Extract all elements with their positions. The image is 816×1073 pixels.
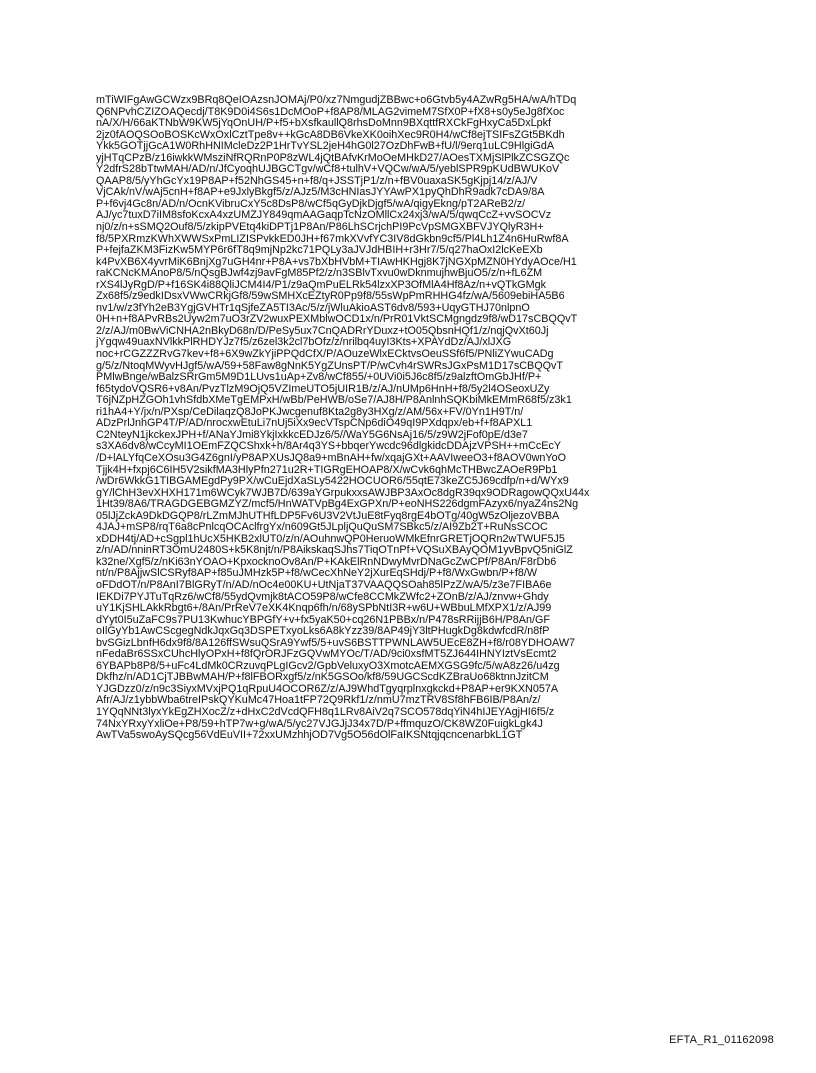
text-line: /wDr6WkkG1TIBGAMEgdPy9PX/wCuEjdXaSLy5422HOCUOR6/55qtE73keZC5J69cdfp/n+d/WYx9 xyxy=(96,475,569,488)
text-line: 1Ht39/8A6/TRAGDGEBGMZYZ/mcf5/HnWATVpBg4ExGPXn/P+eoNHS226dgmFAzyx6/nyaZ4ns2Ng xyxy=(96,498,579,511)
text-line: 05lJjZckA9DkDGQP8/rLZmMJhUTHfLDP5Fv6U3V2VtJuE8tFyq8rgE4bOTg/40gW5zOljezoVBBA xyxy=(96,509,560,522)
text-line: nFedaBr6SSxCUhcHlyOPxH+f8fQrORJFzGQVwMYOc/T/AD/9ci0xsfMT5ZJ644IHNYIztVsEcmt2 xyxy=(96,648,557,661)
text-line: rXS4lJyRgD/P+f16SK4i88QliJCM4I4/P1/z9aQmPuELRk54lzxXP3OfMlA4Hf8Az/n+vQTkGMgk xyxy=(96,278,547,291)
document-id: EFTA_R1_01162098 xyxy=(669,1034,774,1046)
text-line: Zx68f5/z9edkIDsxVWwCRkjGf8/59wSMHXcEZtyR0Pp9f8/55sWpPmRHHG4fz/wA/5609ebiHA5B6 xyxy=(96,290,565,303)
text-line: nA/X/H/66aKTNbW9KW5jYqOnUH/P+f5+bXsfkaullQ8rhsDoMnn9BXqttfRXCkFgHxyCa5DxLpkf xyxy=(96,117,552,130)
text-line: VjCAk/nV/wAj5cnH+f8AP+e9JxlyBkgf5/z/AJz5/M3cHNIasJYYAwPX1pyQhDhR9adk7cDA9/8A xyxy=(96,186,545,199)
text-line: bvSGizLbnfH6dx9f8/8A126ffSWsuQSrA9Ywf5/5+uvS6BSTTPWNLAW5UEcE8ZH+f8/r08YDHOAW7 xyxy=(96,636,576,649)
text-line: Dkfhz/n/AD1CjTJBBwMAH/P+f8lFBORxgf5/z/nK5GSOo/kf8/59UGCScdKZBraUo68ktnnJzitCM xyxy=(96,671,549,684)
text-line: AJ/yc7tuxD7iIM8sfoKcxA4xzUMZJY849qmAAGaqpTcNzOMllCx24xj3/wA/5/qwqCcZ+vvSOCVz xyxy=(96,209,552,222)
text-line: T6jNZpHZGOh1vhSfdbXMeTgEMPxH/wBb/PeHWB/oSe7/AJ8H/P8AnlnhSQKbiMkEMmR68f5/z3k1 xyxy=(96,394,572,407)
text-line: yjHTqCPzB/z16iwkkWMsziNfRQRnP0P8zWL4jQtBAfvKrMoOeMHkD27/AOesTXMjSlPlkZCSGZQc xyxy=(96,151,570,164)
text-line: PMlwBnge/wBalzSRrGm5M9D1LUvs1uAp+Zv8/wCf855/+0UVi0i5J6c8f5/z9alzftOmGbJHf/P+ xyxy=(96,371,542,384)
text-line: YJGDzz0/z/n9c3SiyxMVxjPQ1qRpuU4OCOR6Z/z/AJ9WhdTgyqrplnxgkckd+P8AP+er9KXN057A xyxy=(96,682,559,695)
text-line: mTiWIFgAwGCWzx9BRq8QeIOAzsnJOMAj/P0/xz7NmgudjZBBwc+o6Gtvb5y4AZwRg5HA/wA/hTDq xyxy=(96,94,577,106)
text-line: k4PvXB6X4yvrMiK6BnjXg7uGH4nr+P8A+vs7bXbHVbM+TIAwHKHgj8K7jNGXpMZN0HYdyAOce/H1 xyxy=(96,255,577,268)
text-line: z/n/AD/nninRT3OmU2480S+k5K8njt/n/P8AikskaqSJhs7TiqOTnPf+VQSuXBAyQOM1yvBpvQ5niGlZ xyxy=(96,544,573,557)
text-line: 2jz0fAOQSOoBOSKcWxOxlCztTpe8v++kGcA8DB6VkeXK0oihXec9R0H4/wCf8ejTSIFsZGt5BKdh xyxy=(96,128,565,141)
text-line: AwTVa5swoAySQcg56VdEuVII+72xxUMzhhjOD7Vg5O56dOlFaIKSNtqjqcncenarbkL1GT xyxy=(96,729,523,742)
text-line: nj0/z/n+sSMQ2Ouf8/5/zkipPVEtq4kiDPTj1P8An/P86LhSCrjchPI9PcVpSMGXBFVJYQlyR3H+ xyxy=(96,221,544,234)
text-line: 74NxYRxyYxliOe+P8/59+hTP7w+g/wA/5/yc27VJGJjJ34x7D/P+ffmquzO/CK8WZ0FuigkLgk4J xyxy=(96,717,543,730)
text-line: oIlGyYb1AwCScgegNdkJqxGq3DSPETxyoLks6A8kYzz39/8AP49jY3ltPHugkDg8kdwfcdR/n8fP xyxy=(96,625,550,638)
text-line: f8/5PXRmzKWhXWWSxPmLIZISPvkkED0JH+f67mkXVvfYC3IV8dGkbn9cf5/Pl4Lh1Z4n6HuRwf8A xyxy=(96,232,569,245)
text-line: Y2dfrS28bTtwMAH/AD/n/JfCyoqhUJBGCTgv/wCf8+tulhV+VQCw/wA/5/yeblSPR9pKUdBWUKoV xyxy=(96,163,560,176)
text-line: Q6NPvhCZIZOAQecdj/T8K9D0i4S6s1DcMOoP+f8AP8/MLAG2vimeM7SfX0P+fX8+s0y5eJg8fXoc xyxy=(96,105,565,118)
text-line: uY1KjSHLAkkRbgt6+/8An/PrReV7eXK4Knqp6fh/n/68ySPbNtI3R+w6U+WBbuLMfXPX1/z/AJ99 xyxy=(96,602,552,615)
text-line: dYyt0I5uZaFC9s7PU13KwhucYBPGfY+v+fx5yaK50+cq26N1PBBx/n/P478sRRijjB6H/P8An/GF xyxy=(96,613,551,626)
text-line: oFDdOT/n/P8AnI7BlGRyT/n/AD/nOc4e00KU+UtNjaT37VAAQQSOah85lPzZ/wA/5/z3e7FIBA6e xyxy=(96,578,552,591)
text-line: f65tydoVQSR6+v8An/PvzTlzM9OjQ5VZImeUTO5jUIR1B/z/AJ/nUMp6HnH+f8/5y2l4OSeoxUZy xyxy=(96,382,550,395)
text-line: k32ne/Xgf5/z/nKi63nYOAO+KpxocknoOv8An/P+KAkElRnNDwyMvrDNaGcZwCPf/P8An/F8rDb6 xyxy=(96,555,557,568)
text-line: g/5/z/NtoqMWyvHJgf5/wA/59+58Faw8gNnK5YgZUnsPT/P/wCvh4rSWRsJGxPsM1D17sCBQQvT xyxy=(96,359,564,372)
text-line: C2NteyN1jkckexJPH+f/ANaYJmi8YkjIxkkcEDJz6/5//WaY5G6NsAj16/5/z9W2jFof0pE/d3e7 xyxy=(96,428,528,441)
text-line: IEKDi7PYJTuTqRz6/wCf8/55ydQvmjk8tACO59P8/wCfe8CCMkZWfc2+ZOnB/z/AJ/znvw+Ghdy xyxy=(96,590,549,603)
text-line: 0H+n+f8APvRBs2Uyw2m7uO3rZV2wuxPEXMblwOCD1x/n/PrR01VktSCMgngdz9f8/wD17sCBQQvT xyxy=(96,313,578,326)
text-line: /D+lALYfqCeXOsu3G4Z6gnI/yP8APXUsJQ8a9+mBnAH+fw/xqajGXt+AAVIweeO3+f8AOV0wnYoO xyxy=(96,451,567,464)
text-line: Ykk5GOTjjGcA1W0RhHNIMcleDz2P1HrTvYSL2jeH4hG0l27OzDhFwB+fU/l/9erq1uLC9HlgiGdA xyxy=(96,140,555,153)
text-line: Tjjk4H+fxpj6C6IH5V2sikfMA3HlyPfn271u2R+TIGRgEHOAP8/X/wCvk6qhMcTHBwcZAOeR9Pb1 xyxy=(96,463,558,476)
text-line: QAAP8/5/yYhGcYx19P8AP+f52NhGS45+n+f8/q+JSSTjP1/z/n+fBV0uaxaSK5gKjpj14/z/AJ/V xyxy=(96,174,538,187)
text-line: s3XA6dv8/wCcyMI1OEmFZQCShxk+h/8Ar4q3YS+bbqerYwcdc96dlgkidcDDAjzVPSH++mCcEcY xyxy=(96,440,562,453)
text-line: 1YQqNNt3lyxYkEgZHXocZ/z+dHxC2dVcdQFH8q1LRv8AiV2q7SCO578dqYiN4hIJEYAgjHI6f5/z xyxy=(96,705,555,718)
text-line: P+f6vj4Gc8n/AD/n/OcnKVibruCxY5c8DsP8/wCf5qGyDjkDjgf5/wA/qigyEkng/pT2AReB2/z/ xyxy=(96,197,526,210)
text-line: 4JAJ+mSP8/rqT6a8cPnlcqOCAclfrgYx/n609Gt5JLpljQuQuSM7SBkc5/z/AI9Zb2T+RuNsSCOC xyxy=(96,521,548,534)
text-line: noc+rCGZZZRvG7kev+f8+6X9wZkYjiPPQdCfX/P/AOuzeWlxECktvsOeuSSf6f5/PNliZYwuCADg xyxy=(96,348,554,361)
text-line: 2/z/AJ/m0BwViCNHA2nBkyD68n/D/PeSy5ux7CnQADRrYDuxz+tO05QbsnHQf1/z/nqjQvXt60Jj xyxy=(96,324,549,337)
text-line: ADzPrlJnhGP4T/P/AD/nrocxwEtuLi7nUj5iXx9ecVTspCNp6diO49qI9PXdqpx/eb+f+f8APXL1 xyxy=(96,417,533,430)
text-line: P+fejfaZKM3FizKw5MYP6r6fT8q9mjNp2kc71PQLy3aJVJdHBIH+r3Hr7/5/q27haOxI2lcKeEXb xyxy=(96,244,543,257)
text-line: ri1hA4+Y/jx/n/PXsp/CeDilaqzQ8JoPKJwcgenuf8Kta2g8y3HXg/z/AM/56x+FV/0Yn1H9T/n/ xyxy=(96,405,524,418)
text-line: nt/n/P8AjjwSlCSRyf8AP+f85uJMHzk5P+f8/wCecXhNeY2jXurEqSHdj/P+f8/WxGwbn/P+f8/W xyxy=(96,567,538,580)
text-line: jYgqw49uaxNVlkkPlRHDYJz7f5/z6zel3k2cl7bOfz/z/nrilbq4uyI3Kts+XPAYdDz/AJ/xlJXG xyxy=(96,336,512,349)
text-line: nv1/w/z3fYh2eB3YgjGVHTr1qSjfeZA5TI3Ac/5/z/jWluAkioAST6dv8/593+UqyGTHJ70nlpnO xyxy=(96,301,530,314)
text-line: raKCNcKMAnoP8/5/nQsgBJwf4zj9avFgM85Pf2/z/n3SBlvTxvu0wDknmujhwBjuO5/z/n+fL6ZM xyxy=(96,267,543,280)
text-line: Afr/AJ/z1ybbWba6treIPskQYKuMc47Hoa1tFP72Q9Rkf1/z/nmU7mzTRV8Sf8hFB6IB/P8An/z/ xyxy=(96,694,541,707)
text-line: 6YBAPb8P8/5+uFc4LdMk0CRzuvqPLgIGcv2/GpbVeluxyO3XmotcAEMXGSG9fc/5/wA8z26/u4zg xyxy=(96,659,560,672)
text-line: gY/lChH3evXHXH171m6WCyk7WJB7D/639aYGrpukxxsAWJBP3AxOc8dgR39qx9ODRagowQQxU44x xyxy=(96,486,590,499)
encoded-text-block xyxy=(96,95,736,742)
text-line: xDDH4tj/AD+cSgpl1hUcX5HKB2xlUT0/z/n/AOuhnwQP0HeruoWMkEfnrGRETjOQRn2wTWUF5J5 xyxy=(96,532,565,545)
